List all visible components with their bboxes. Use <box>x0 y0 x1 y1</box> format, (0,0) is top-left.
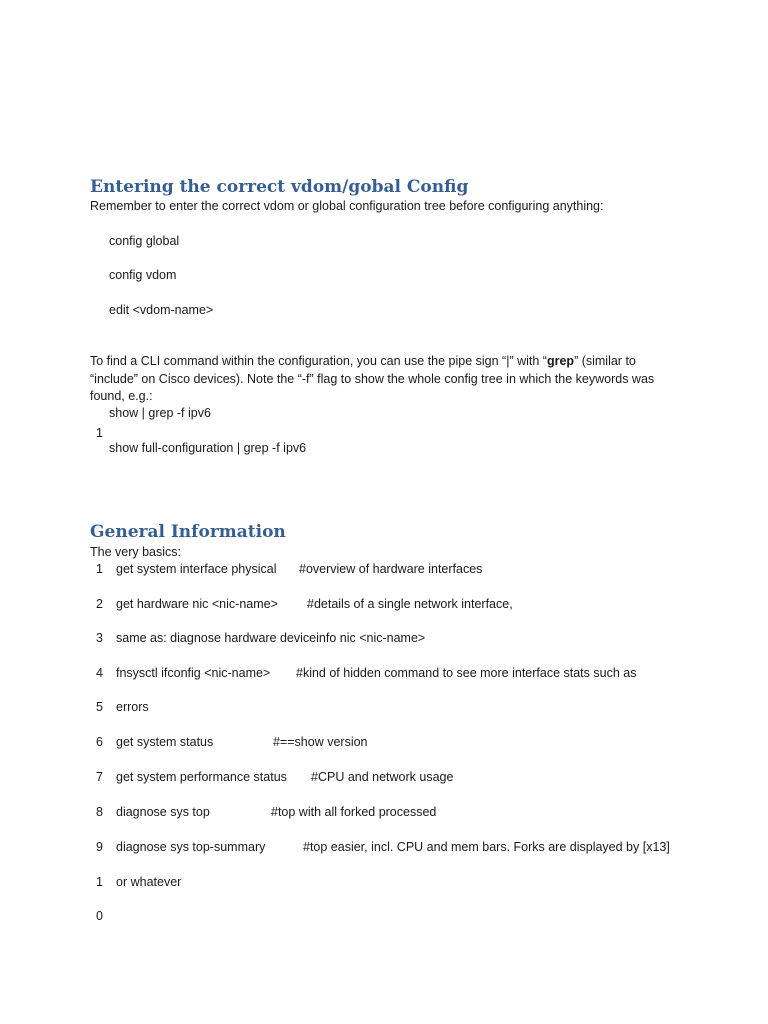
section-heading-general: General Information <box>90 522 286 542</box>
line-number: 1 <box>96 426 103 440</box>
line-number: 5 <box>96 700 103 714</box>
command-line: or whatever <box>116 875 182 889</box>
intro-text: Remember to enter the correct vdom or global configuration tree before configuring anything: <box>90 199 604 213</box>
line-number: 2 <box>96 597 103 611</box>
command-edit-vdom: edit <vdom-name> <box>109 303 214 317</box>
command-line: get system status <box>116 735 214 749</box>
grep-keyword: grep <box>546 354 575 368</box>
line-number: 8 <box>96 805 103 819</box>
grep-paragraph-text: To find a CLI command within the configuration, you can use the pipe sign “|” with “ <box>90 354 547 368</box>
line-number: 7 <box>96 770 103 784</box>
command-line: same as: diagnose hardware deviceinfo nic <nic-name> <box>116 631 426 645</box>
command-line: diagnose sys top-summary <box>116 840 266 854</box>
command-line: get hardware nic <nic-name> <box>116 597 278 611</box>
grep-paragraph-line-1 <box>90 353 636 371</box>
example-command-1: show | grep -f ipv6 <box>109 406 211 420</box>
grep-paragraph-text: ” (similar to <box>574 354 636 368</box>
command-config-global: config global <box>109 234 180 248</box>
command-line: errors <box>116 700 149 714</box>
command-line: get system interface physical <box>116 562 277 576</box>
example-command-2: show full-configuration | grep -f ipv6 <box>109 441 307 455</box>
line-number: 9 <box>96 840 103 854</box>
command-comment: #CPU and network usage <box>311 770 454 784</box>
command-line: diagnose sys top <box>116 805 210 819</box>
line-number: 0 <box>96 909 103 923</box>
command-config-vdom: config vdom <box>109 268 177 282</box>
line-number: 3 <box>96 631 103 645</box>
command-comment: #overview of hardware interfaces <box>299 562 483 576</box>
command-comment: #top with all forked processed <box>271 805 437 819</box>
command-comment: #details of a single network interface, <box>307 597 513 611</box>
basics-intro: The very basics: <box>90 545 182 559</box>
grep-paragraph-line-2: “include” on Cisco devices). Note the “-f” flag to show the whole config tree in which the keywords was <box>90 372 655 386</box>
command-comment: #kind of hidden command to see more interface stats such as <box>296 666 637 680</box>
command-comment: #==show version <box>273 735 368 749</box>
line-number: 1 <box>96 562 103 576</box>
line-number: 4 <box>96 666 103 680</box>
line-number: 6 <box>96 735 103 749</box>
command-comment: #top easier, incl. CPU and mem bars. Forks are displayed by [x13] <box>303 840 670 854</box>
grep-paragraph-line-3: found, e.g.: <box>90 389 153 403</box>
line-number: 1 <box>96 875 103 889</box>
command-line: fnsysctl ifconfig <nic-name> <box>116 666 271 680</box>
section-heading-vdom: Entering the correct vdom/gobal Config <box>90 177 469 197</box>
command-line: get system performance status <box>116 770 287 784</box>
